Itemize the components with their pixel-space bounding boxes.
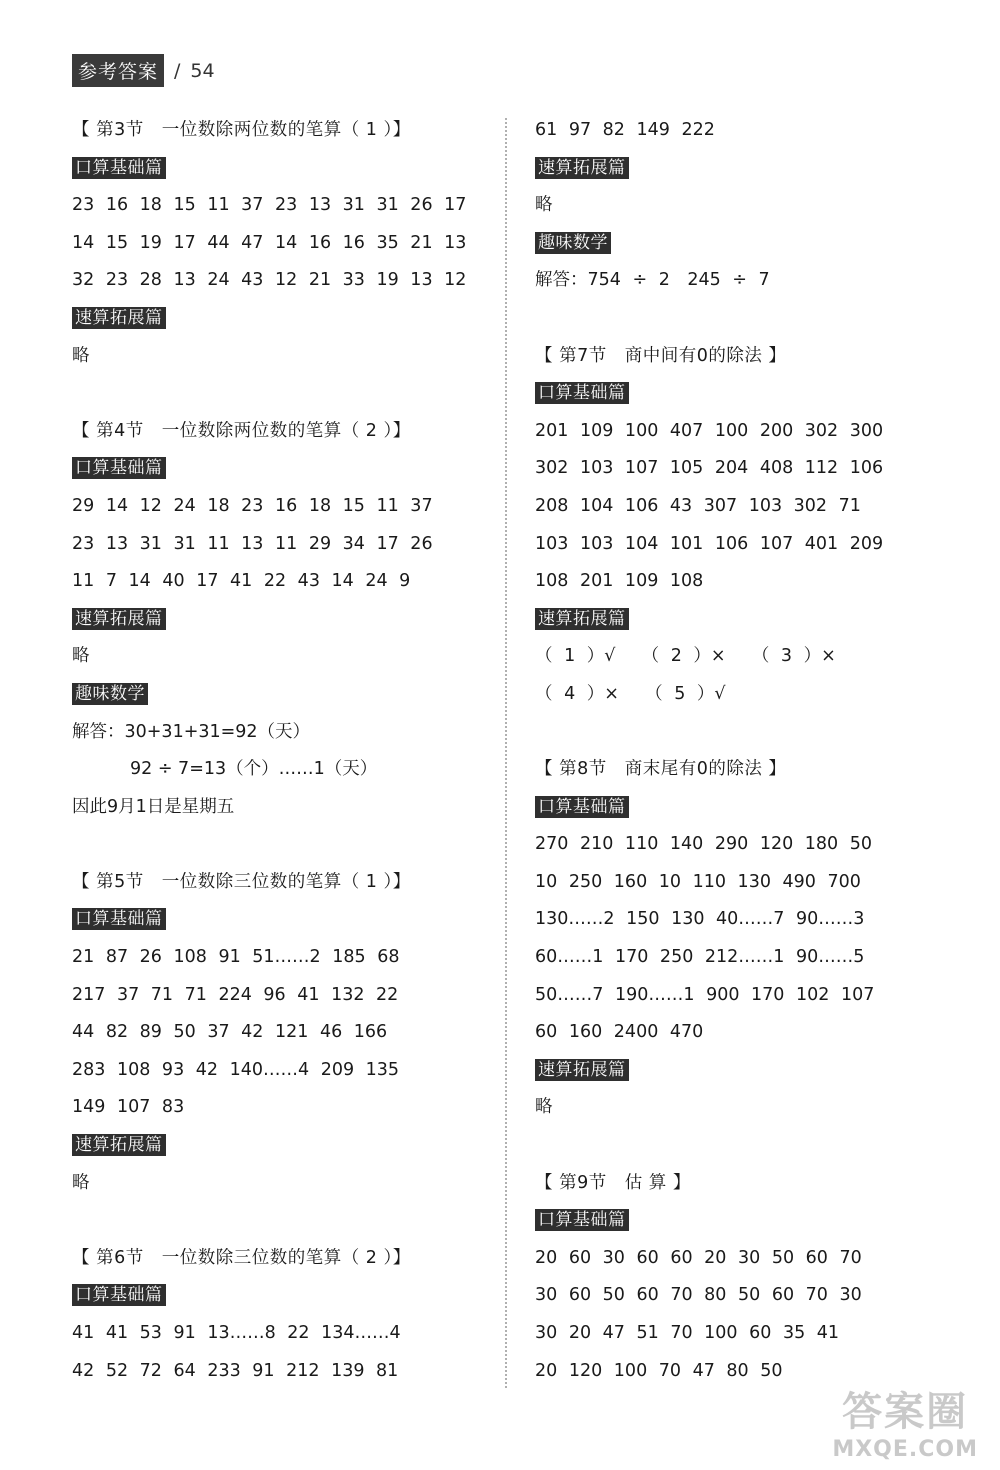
subsection-label	[72, 1127, 492, 1165]
answer-line: （ 4 ）× （ 5 ）√	[535, 683, 726, 704]
subsection-label-text: 口算基础篇	[535, 382, 629, 404]
subsection-label	[535, 150, 955, 188]
subsection-label	[535, 1202, 955, 1240]
answer-line: 149 107 83	[72, 1097, 185, 1118]
answer-line: 30 20 47 51 70 100 60 35 41	[535, 1323, 840, 1343]
subsection-label-text: 速算拓展篇	[72, 1134, 166, 1156]
answer-line: 41 41 53 91 13……8 22 134……4	[72, 1323, 401, 1343]
answer-line: 50……7 190……1 900 170 102 107	[535, 984, 875, 1005]
page-header	[72, 54, 215, 87]
subsection-label	[535, 789, 955, 827]
spacer	[535, 300, 955, 338]
answer-line: 270 210 110 140 290 120 180 50	[535, 834, 873, 855]
spacer	[72, 826, 492, 864]
answer-line: 60……1 170 250 212……1 90……5	[535, 947, 865, 968]
watermark-url: MXQE.COM	[832, 1437, 978, 1462]
watermark-logo-text: 答案圈	[842, 1389, 969, 1435]
subsection-label-text: 速算拓展篇	[535, 157, 629, 179]
answer-key-tag: 参考答案	[72, 54, 164, 87]
left-column	[72, 112, 492, 1390]
subsection-label-text: 口算基础篇	[72, 457, 166, 479]
answer-line: 201 109 100 407 100 200 302 300	[535, 420, 884, 441]
answer-line: 208 104 106 43 307 103 302 71	[535, 495, 861, 516]
spacer	[535, 714, 955, 752]
subsection-label-text: 趣味数学	[535, 232, 611, 254]
answer-line: 283 108 93 42 140……4 209 135	[72, 1059, 400, 1080]
answer-line: 略	[535, 1097, 553, 1118]
right-column	[535, 112, 955, 1390]
answer-line: 略	[72, 1172, 90, 1193]
subsection-label-text: 口算基础篇	[72, 1284, 166, 1306]
spacer	[535, 1127, 955, 1165]
section-title: 【 第3节 一位数除两位数的笔算（ 1 ）】	[72, 120, 411, 140]
answer-line: 42 52 72 64 233 91 212 139 81	[72, 1360, 399, 1381]
answer-line: 217 37 71 71 224 96 41 132 22	[72, 984, 399, 1005]
section-title: 【 第6节 一位数除三位数的笔算（ 2 ）】	[72, 1247, 411, 1268]
answer-line: 60 160 2400 470	[535, 1022, 704, 1043]
subsection-label	[72, 300, 492, 338]
page-number: 54	[190, 59, 215, 82]
subsection-label	[535, 225, 955, 263]
subsection-label-text: 口算基础篇	[72, 157, 166, 179]
subsection-label-text: 趣味数学	[72, 683, 148, 705]
answer-line: 20 120 100 70 47 80 50	[535, 1360, 783, 1381]
answer-line: 32 23 28 13 24 43 12 21 33 19 13 12	[72, 270, 467, 291]
answer-line: 21 87 26 108 91 51……2 185 68	[72, 947, 400, 968]
answer-line: （ 1 ）√ （ 2 ）× （ 3 ）×	[535, 646, 836, 667]
subsection-label-text: 速算拓展篇	[72, 307, 166, 329]
subsection-label-text: 速算拓展篇	[72, 608, 166, 630]
subsection-label-text: 口算基础篇	[72, 908, 166, 930]
answer-line: 略	[72, 345, 90, 366]
subsection-label	[72, 1277, 492, 1315]
answer-line: 略	[535, 195, 553, 216]
subsection-label	[72, 150, 492, 188]
answer-line: 10 250 160 10 110 130 490 700	[535, 871, 861, 892]
subsection-label	[535, 1052, 955, 1090]
spacer	[72, 375, 492, 413]
subsection-label	[535, 601, 955, 639]
answer-line: 因此9月1日是星期五	[72, 796, 235, 817]
subsection-label	[535, 375, 955, 413]
watermark	[832, 1380, 978, 1462]
subsection-label	[72, 676, 492, 714]
subsection-label	[72, 901, 492, 939]
answer-line: 29 14 12 24 18 23 16 18 15 11 37	[72, 495, 433, 516]
answer-line: 92 ÷ 7=13（个）……1（天）	[130, 759, 378, 780]
answer-line: 108 201 109 108	[535, 571, 704, 592]
subsection-label-text: 速算拓展篇	[535, 608, 629, 630]
spacer	[72, 1202, 492, 1240]
answer-line: 103 103 104 101 106 107 401 209	[535, 533, 884, 554]
answer-line: 解答：754 ÷ 2 245 ÷ 7	[535, 270, 770, 291]
answer-line: 解答：30+31+31=92（天）	[72, 721, 311, 742]
subsection-label-text: 口算基础篇	[535, 796, 629, 818]
section-title: 【 第5节 一位数除三位数的笔算（ 1 ）】	[72, 871, 411, 892]
subsection-label	[72, 601, 492, 639]
answer-line: 略	[72, 646, 90, 667]
answer-line: 30 60 50 60 70 80 50 60 70 30	[535, 1285, 862, 1306]
answer-line: 302 103 107 105 204 408 112 106	[535, 458, 884, 479]
section-title: 【 第4节 一位数除两位数的笔算（ 2 ）】	[72, 420, 411, 441]
answer-line: 130……2 150 130 40……7 90……3	[535, 909, 865, 930]
section-title: 【 第7节 商中间有0的除法 】	[535, 345, 787, 366]
subsection-label-text: 口算基础篇	[535, 1209, 629, 1231]
column-divider	[505, 118, 507, 1388]
subsection-label-text: 速算拓展篇	[535, 1059, 629, 1081]
answer-line: 23 13 31 31 11 13 11 29 34 17 26	[72, 533, 433, 554]
answer-line: 11 7 14 40 17 41 22 43 14 24 9	[72, 571, 411, 592]
header-slash: /	[174, 59, 181, 82]
answer-line: 14 15 19 17 44 47 14 16 16 35 21 13	[72, 232, 467, 253]
answer-line: 44 82 89 50 37 42 121 46 166	[72, 1022, 388, 1043]
section-title: 【 第9节 估 算 】	[535, 1172, 691, 1193]
answer-line: 20 60 30 60 60 20 30 50 60 70	[535, 1247, 862, 1268]
subsection-label	[72, 450, 492, 488]
section-title: 【 第8节 商末尾有0的除法 】	[535, 759, 787, 780]
answer-line: 61 97 82 149 222	[535, 120, 715, 140]
answer-line: 23 16 18 15 11 37 23 13 31 31 26 17	[72, 195, 467, 216]
